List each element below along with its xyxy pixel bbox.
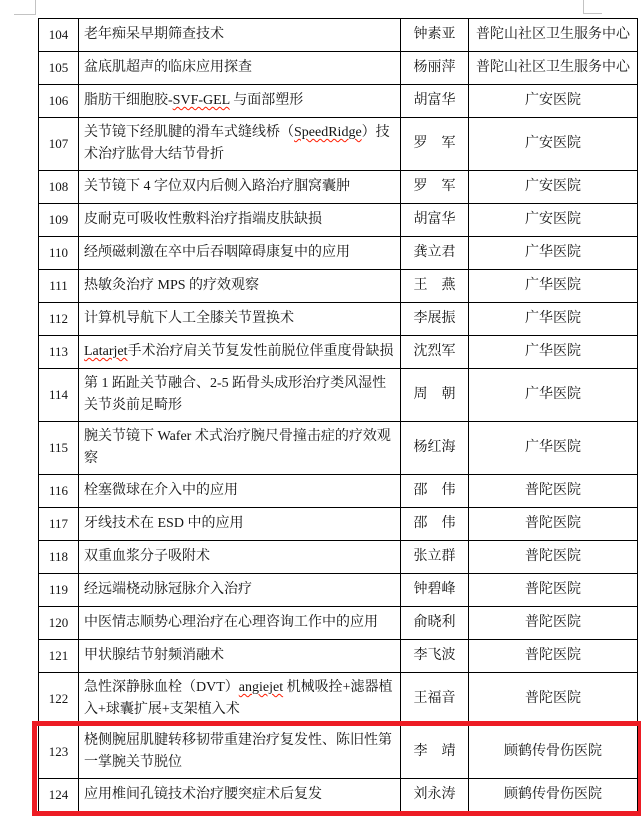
- project-title-cell: [79, 204, 401, 237]
- hospital-cell: 普陀医院: [469, 640, 638, 673]
- project-title-cell: [79, 303, 401, 336]
- hospital-cell: 广安医院: [469, 204, 638, 237]
- title-text: 与面部塑形: [229, 93, 304, 108]
- leader-name-cell: 罗 军: [401, 171, 469, 204]
- row-number-cell: 112: [39, 303, 79, 336]
- table-row: [39, 270, 638, 303]
- row-number-cell: 122: [39, 673, 79, 726]
- table-row: [39, 85, 638, 118]
- project-title-cell: [79, 85, 401, 118]
- project-title-cell: [79, 726, 401, 779]
- row-number-cell: 121: [39, 640, 79, 673]
- project-title-cell: [79, 336, 401, 369]
- leader-name-cell: 杨丽萍: [401, 52, 469, 85]
- row-number-cell: 114: [39, 369, 79, 422]
- row-number-cell: 124: [39, 779, 79, 812]
- project-title-cell: [79, 171, 401, 204]
- row-number-cell: 109: [39, 204, 79, 237]
- title-text: 计算机导航下人工全膝关节置换术: [84, 311, 294, 326]
- leader-name-cell: 邵 伟: [401, 508, 469, 541]
- leader-name-cell: 李展振: [401, 303, 469, 336]
- title-text: 栓塞微球在介入中的应用: [84, 483, 238, 498]
- title-text: 腕关节镜下 Wafer 术式治疗腕尺骨撞击症的疗效观察: [84, 429, 391, 466]
- leader-name-cell: 龚立君: [401, 237, 469, 270]
- margin-crop-mark-top-left: [14, 0, 36, 15]
- hospital-cell: 广华医院: [469, 303, 638, 336]
- title-text: 双重血浆分子吸附术: [84, 549, 210, 564]
- leader-name-cell: 罗 军: [401, 118, 469, 171]
- hospital-cell: 普陀医院: [469, 508, 638, 541]
- hospital-cell: 顾鹤传骨伤医院: [469, 726, 638, 779]
- margin-crop-mark-top-right: [583, 0, 602, 14]
- leader-name-cell: 李飞波: [401, 640, 469, 673]
- hospital-cell: 普陀医院: [469, 673, 638, 726]
- table-row: [39, 19, 638, 52]
- table-row: [39, 303, 638, 336]
- title-text: 甲状腺结节射频消融术: [84, 648, 224, 663]
- table-row: [39, 52, 638, 85]
- leader-name-cell: 沈烈军: [401, 336, 469, 369]
- hospital-cell: 广安医院: [469, 118, 638, 171]
- leader-name-cell: 钟碧峰: [401, 574, 469, 607]
- hospital-cell: 顾鹤传骨伤医院: [469, 779, 638, 812]
- row-number-cell: 117: [39, 508, 79, 541]
- hospital-cell: 普陀医院: [469, 541, 638, 574]
- misspelled-word: SpeedRidge: [294, 125, 362, 140]
- hospital-cell: 普陀医院: [469, 574, 638, 607]
- table-row: [39, 541, 638, 574]
- title-text: 关节镜下经肌腱的滑车式缝线桥（: [84, 125, 294, 140]
- table-row: [39, 574, 638, 607]
- row-number-cell: 115: [39, 422, 79, 475]
- table-row: [39, 640, 638, 673]
- leader-name-cell: 刘永涛: [401, 779, 469, 812]
- project-table: [38, 18, 638, 812]
- row-number-cell: 107: [39, 118, 79, 171]
- leader-name-cell: 张立群: [401, 541, 469, 574]
- title-text: 机械吸拴+滤器植入+球囊扩展+支架植入术: [84, 680, 393, 717]
- hospital-cell: 广华医院: [469, 237, 638, 270]
- title-text: 急性深静脉血栓（DVT）: [84, 680, 239, 695]
- table-row: [39, 508, 638, 541]
- leader-name-cell: 李 靖: [401, 726, 469, 779]
- table-row: [39, 422, 638, 475]
- row-number-cell: 104: [39, 19, 79, 52]
- row-number-cell: 106: [39, 85, 79, 118]
- table-row: [39, 336, 638, 369]
- leader-name-cell: 杨红海: [401, 422, 469, 475]
- leader-name-cell: 王 燕: [401, 270, 469, 303]
- project-title-cell: [79, 237, 401, 270]
- hospital-cell: 普陀医院: [469, 607, 638, 640]
- table-row: [39, 369, 638, 422]
- title-text: 应用椎间孔镜技术治疗腰突症术后复发: [84, 787, 322, 802]
- hospital-cell: 广华医院: [469, 369, 638, 422]
- title-text: 中医情志顺势心理治疗在心理咨询工作中的应用: [84, 615, 378, 630]
- project-title-cell: [79, 673, 401, 726]
- hospital-cell: 广安医院: [469, 171, 638, 204]
- hospital-cell: 普陀山社区卫生服务中心: [469, 52, 638, 85]
- leader-name-cell: 邵 伟: [401, 475, 469, 508]
- table-row: [39, 726, 638, 779]
- hospital-cell: 广华医院: [469, 336, 638, 369]
- title-text: 桡侧腕屈肌腱转移韧带重建治疗复发性、陈旧性第一掌腕关节脱位: [84, 733, 392, 770]
- project-title-cell: [79, 574, 401, 607]
- misspelled-word: SVF-GEL: [172, 93, 230, 108]
- table-row: [39, 237, 638, 270]
- project-table-body: [39, 19, 638, 812]
- hospital-cell: 广华医院: [469, 270, 638, 303]
- row-number-cell: 116: [39, 475, 79, 508]
- misspelled-word: angiejet: [238, 680, 284, 695]
- project-title-cell: [79, 118, 401, 171]
- title-text: 第 1 跖趾关节融合、2-5 跖骨头成形治疗类风湿性关节炎前足畸形: [84, 376, 387, 413]
- title-text: 老年痴呆早期筛查技术: [84, 27, 224, 42]
- project-title-cell: [79, 607, 401, 640]
- title-text: 手术治疗肩关节复发性前脱位伴重度骨缺损: [127, 344, 394, 359]
- leader-name-cell: 王福音: [401, 673, 469, 726]
- project-title-cell: [79, 508, 401, 541]
- project-title-cell: [79, 369, 401, 422]
- project-title-cell: [79, 541, 401, 574]
- hospital-cell: 普陀医院: [469, 475, 638, 508]
- row-number-cell: 108: [39, 171, 79, 204]
- title-text: 脂肪干细胞胶-: [84, 93, 173, 108]
- table-row: [39, 118, 638, 171]
- leader-name-cell: 胡富华: [401, 85, 469, 118]
- project-title-cell: [79, 52, 401, 85]
- leader-name-cell: 钟素亚: [401, 19, 469, 52]
- hospital-cell: 普陀山社区卫生服务中心: [469, 19, 638, 52]
- table-row: [39, 204, 638, 237]
- hospital-cell: 广华医院: [469, 422, 638, 475]
- row-number-cell: 113: [39, 336, 79, 369]
- project-title-cell: [79, 19, 401, 52]
- project-title-cell: [79, 779, 401, 812]
- row-number-cell: 119: [39, 574, 79, 607]
- table-row: [39, 779, 638, 812]
- row-number-cell: 111: [39, 270, 79, 303]
- leader-name-cell: 周 朝: [401, 369, 469, 422]
- title-text: 经颅磁刺激在卒中后吞咽障碍康复中的应用: [84, 245, 350, 260]
- leader-name-cell: 俞晓利: [401, 607, 469, 640]
- project-title-cell: [79, 475, 401, 508]
- row-number-cell: 118: [39, 541, 79, 574]
- leader-name-cell: 胡富华: [401, 204, 469, 237]
- title-text: 经远端桡动脉冠脉介入治疗: [84, 582, 252, 597]
- project-title-cell: [79, 270, 401, 303]
- row-number-cell: 110: [39, 237, 79, 270]
- table-row: [39, 475, 638, 508]
- project-title-cell: [79, 422, 401, 475]
- title-text: 关节镜下 4 字位双内后侧入路治疗腘窝囊肿: [84, 179, 350, 194]
- title-text: 盆底肌超声的临床应用探查: [84, 60, 252, 75]
- row-number-cell: 105: [39, 52, 79, 85]
- title-text: 皮耐克可吸收性敷料治疗指端皮肤缺损: [84, 212, 322, 227]
- title-text: 牙线技术在 ESD 中的应用: [84, 516, 244, 531]
- table-row: [39, 673, 638, 726]
- table-row: [39, 607, 638, 640]
- project-title-cell: [79, 640, 401, 673]
- title-text: ）技术治疗肱骨大结节骨折: [84, 125, 390, 162]
- title-text: 热敏灸治疗 MPS 的疗效观察: [84, 278, 260, 293]
- row-number-cell: 123: [39, 726, 79, 779]
- table-row: [39, 171, 638, 204]
- row-number-cell: 120: [39, 607, 79, 640]
- misspelled-word: Latarjet: [84, 344, 128, 359]
- hospital-cell: 广安医院: [469, 85, 638, 118]
